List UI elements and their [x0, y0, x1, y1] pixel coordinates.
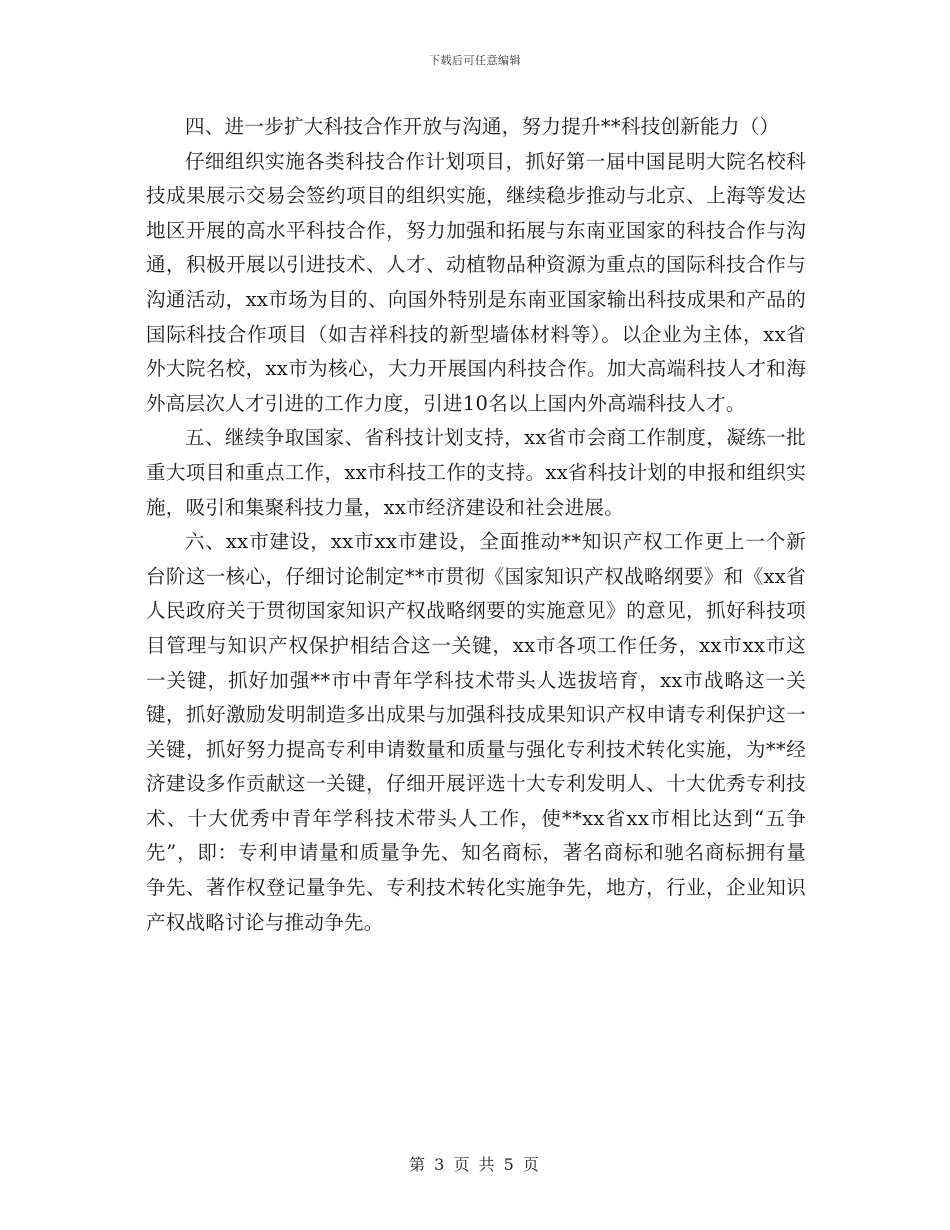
- page-number: 第 3 页 共 5 页: [409, 1155, 541, 1174]
- paragraph-section-six: 六、xx市建设，xx市xx市建设，全面推动**知识产权工作更上一个新台阶这一核心，仔细讨论制定**市贯彻《国家知识产权战略纲要》和《xx省人民政府关于贯彻国家知识产权战略纲要的实施意见》的意见，抓好科技项目管理与知识产权保护相结合这一关键，xx市各项工作任务，xx市xx市这一关键，抓好加强**市中青年学科技术带头人选拔培育，xx市战略这一关键，抓好激励发明制造多出成果与加强科技成果知识产权申请专利保护这一关键，抓好努力提高专利申请数量和质量与强化专利技术转化实施，为**经济建设多作贡献这一关键，仔细开展评选十大专利发明人、十大优秀专利技术、十大优秀中青年学科技术带头人工作，使**xx省xx市相比达到“五争先”，即：专利申请量和质量争先、知名商标，著名商标和驰名商标拥有量争先、著作权登记量争先、专利技术转化实施争先，地方，行业，企业知识产权战略讨论与推动争先。: [146, 530, 806, 934]
- paragraph-cooperation: 仔细组织实施各类科技合作计划项目，抓好第一届中国昆明大院名校科技成果展示交易会签约项目的组织实施，继续稳步推动与北京、上海等发达地区开展的高水平科技合作，努力加强和拓展与东南亚国家的科技合作与沟通，积极开展以引进技术、人才、动植物品种资源为重点的国际科技合作与沟通活动，xx市场为目的、向国外特别是东南亚国家输出科技成果和产品的国际科技合作项目（如吉祥科技的新型墙体材料等）。以企业为主体，xx省外大院名校，xx市为核心，大力开展国内科技合作。加大高端科技人才和海外高层次人才引进的工作力度，引进10名以上国内外高端科技人才。: [146, 149, 806, 415]
- page-header: 下载后可任意编辑: [429, 54, 521, 67]
- paragraph-section-four-heading: 四、进一步扩大科技合作开放与沟通，努力提升**科技创新能力（）: [185, 115, 780, 138]
- document-body: [146, 110, 806, 940]
- paragraph-section-five: 五、继续争取国家、省科技计划支持，xx省市会商工作制度，凝练一批重大项目和重点工作，xx市科技工作的支持。xx省科技计划的申报和组织实施，吸引和集聚科技力量，xx市经济建设和社会进展。: [146, 426, 806, 519]
